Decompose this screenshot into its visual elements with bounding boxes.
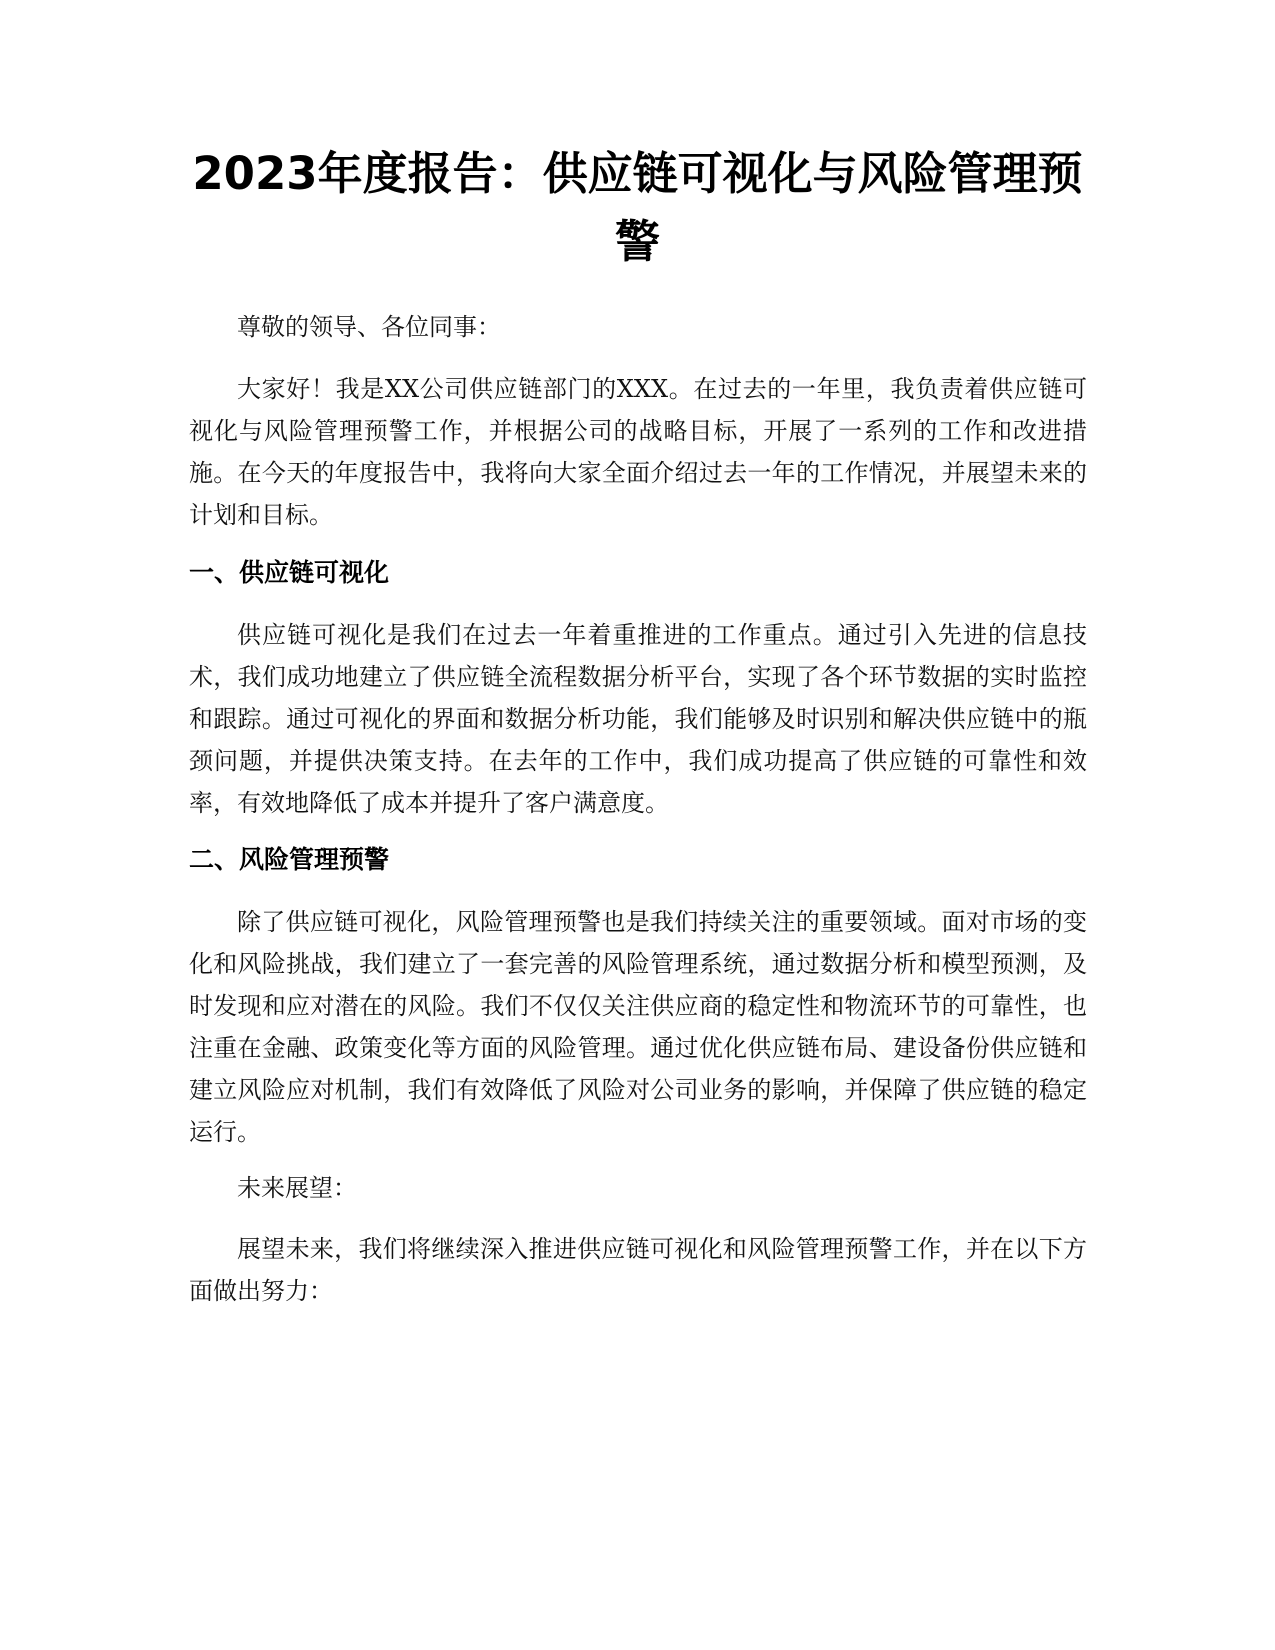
outlook-label: 未来展望： — [237, 1174, 357, 1202]
document-title: 2023年度报告：供应链可视化与风险管理预警 — [192, 147, 1083, 268]
section-paragraph-visualization: 供应链可视化是我们在过去一年着重推进的工作重点。通过引入先进的信息技术，我们成功地建立了供应链全流程数据分析平台，实现了各个环节数据的实时监控和跟踪。通过可视化的界面和数据分析功能，我们能够及时识别和解决供应链中的瓶颈问题，并提供决策支持。在去年的工作中，我们成功提高了供应链的可靠性和效率，有效地降低了成本并提升了客户满意度。 — [189, 621, 1087, 817]
section-heading-risk: 二、风险管理预警 — [189, 845, 390, 874]
outlook-paragraph: 展望未来，我们将继续深入推进供应链可视化和风险管理预警工作，并在以下方面做出努力： — [189, 1235, 1087, 1305]
salutation: 尊敬的领导、各位同事： — [237, 313, 501, 341]
intro-paragraph: 大家好！我是XX公司供应链部门的XXX。在过去的一年里，我负责着供应链可视化与风险管理预警工作，并根据公司的战略目标，开展了一系列的工作和改进措施。在今天的年度报告中，我将向大家全面介绍过去一年的工作情况，并展望未来的计划和目标。 — [189, 375, 1087, 529]
section-heading-visualization: 一、供应链可视化 — [189, 558, 390, 587]
section-paragraph-risk: 除了供应链可视化，风险管理预警也是我们持续关注的重要领域。面对市场的变化和风险挑战，我们建立了一套完善的风险管理系统，通过数据分析和模型预测，及时发现和应对潜在的风险。我们不仅仅关注供应商的稳定性和物流环节的可靠性，也注重在金融、政策变化等方面的风险管理。通过优化供应链布局、建设备份供应链和建立风险应对机制，我们有效降低了风险对公司业务的影响，并保障了供应链的稳定运行。 — [189, 908, 1087, 1146]
